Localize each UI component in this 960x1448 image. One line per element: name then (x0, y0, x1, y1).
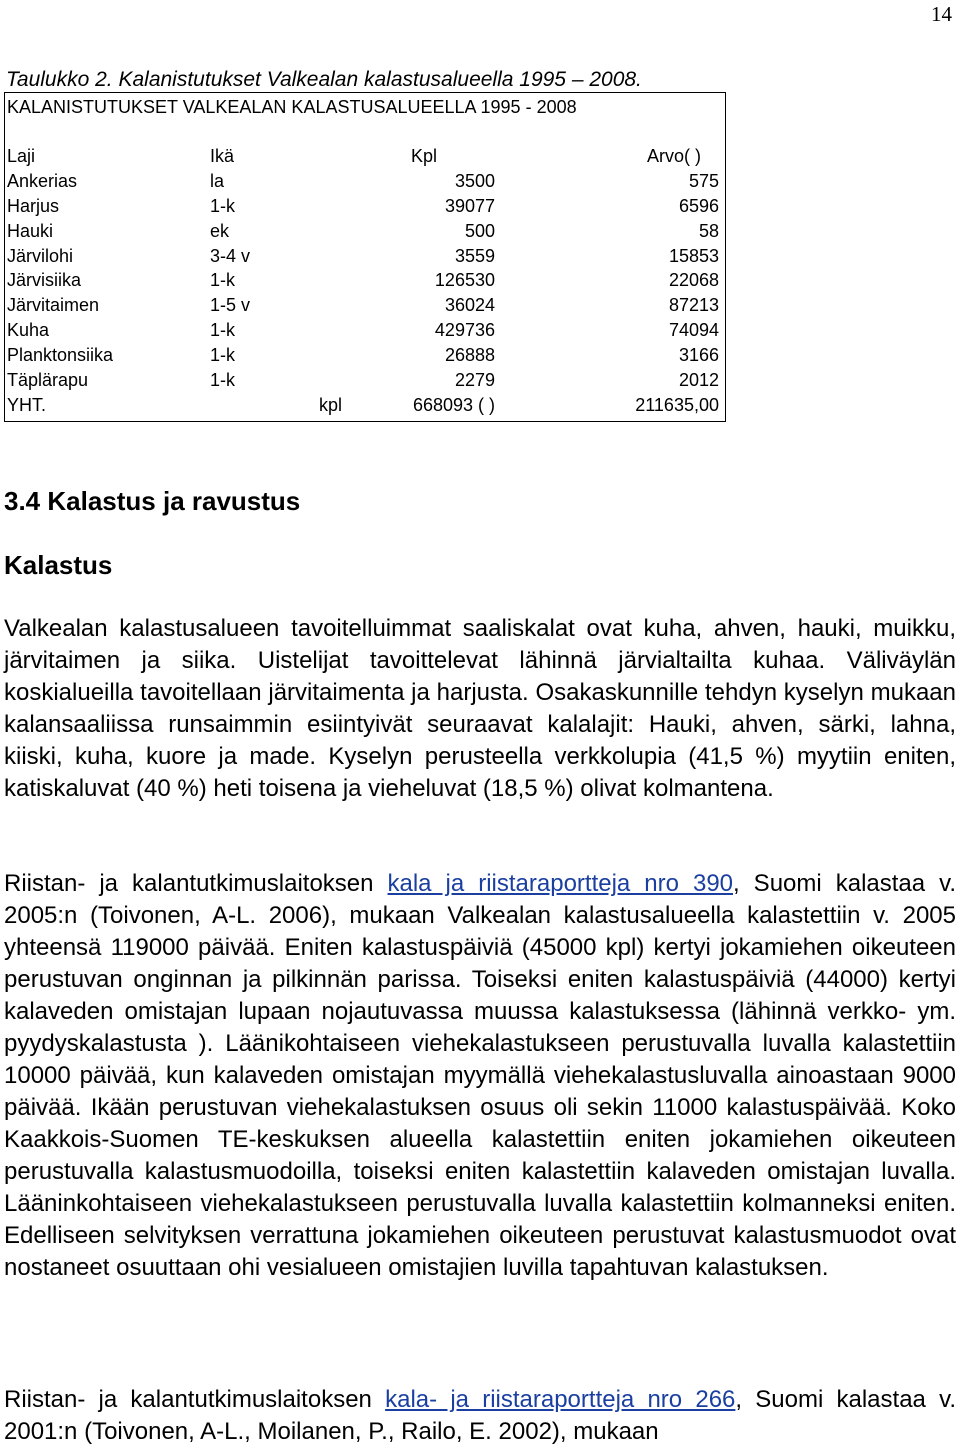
header-arvo: Arvo( ) (647, 146, 701, 166)
cell-ika: ek (210, 220, 230, 241)
cell-laji: Kuha (7, 320, 50, 341)
table-row (5, 318, 727, 343)
cell-ika: 3-4 v (210, 245, 251, 266)
cell-kpl: 126530 (434, 270, 495, 291)
header-ika: Ikä (210, 146, 235, 166)
cell-laji: Järvisiika (7, 270, 82, 291)
cell-kpl: 3559 (454, 245, 495, 266)
cell-ika: 1-k (210, 345, 236, 366)
cell-kpl: 500 (464, 220, 495, 241)
cell-ika: la (210, 170, 225, 191)
cell-kpl: 429736 (434, 320, 495, 341)
cell-laji: Järvitaimen (7, 295, 100, 316)
table-row (5, 194, 727, 219)
cell-ika: 1-k (210, 370, 236, 391)
cell-kpl: 36024 (444, 295, 495, 316)
table-row (5, 368, 727, 393)
paragraph-text: , Suomi kalastaa v. 2005:n (Toivonen, A-L. 2006), mukaan Valkealan kalastusalueella kalastettiin v. 2005 yhteensä 119000 päivää. Eniten kalastuspäiviä (45000 kpl) kertyi jokamiehen oikeuteen perustuvan onginnan ja pilkinnän parissa. Toiseksi eniten kalastuspäiviä (44000) kertyi kalaveden omistajan lupaan nojautuvassa muussa kalastuksessa (lähinnä verkko- ym. pyydyskalastusta ). Läänikohtaiseen viehekalastukseen perustuvalla luvalla kalastettiin 10000 päivää, kun kalaveden omistajan myymällä viehekalastusluvalla ainoastaan 9000 päivää. Ikään perustuvan viehekalastuksen osuus oli sekin 11000 kalastuspäivää. Koko Kaakkois-Suomen TE-keskuksen alueella kalastettiin eniten jokamiehen oikeuteen perustuvalla kalastusmuodoilla, toiseksi eniten kalastettiin kalaveden omistajan luvalla. Lääninkohtaiseen viehekalastukseen perustuvalla luvalla kalastettiin kolmanneksi eniten. Edelliseen selvityksen verrattuna jokamiehen oikeuteen perustuvat kalastusmuodot ovat nostaneet osuuttaan ohi vesialueen omistajien luvilla tapahtuvan kalastuksen. (4, 870, 956, 1281)
cell-laji: Järvilohi (7, 245, 74, 266)
table-row (5, 219, 727, 244)
cell-kpl: 3500 (454, 170, 495, 191)
cell-laji: Ankerias (7, 170, 78, 191)
paragraph-fishing-days-2005 (4, 868, 956, 1284)
table-row (5, 293, 727, 318)
cell-arvo: 74094 (668, 320, 719, 341)
table-row (5, 343, 727, 368)
cell-laji: Planktonsiika (7, 345, 114, 366)
table-body (5, 144, 727, 418)
section-heading: 3.4 Kalastus ja ravustus (4, 486, 301, 516)
cell-kpl: 2279 (454, 370, 495, 391)
cell-arvo: 2012 (678, 370, 719, 391)
stocking-table (4, 92, 726, 422)
report-link-390[interactable]: kala ja riistaraportteja nro 390 (387, 870, 734, 897)
paragraph-text: Riistan- ja kalantutkimuslaitoksen (4, 870, 388, 897)
paragraph-fishing-2001 (4, 1384, 956, 1448)
table-row (5, 169, 727, 194)
paragraph-text: , Suomi kalastaa v. 2001:n (Toivonen, A-L., Moilanen, P., Railo, E. 2002), mukaan (4, 1386, 956, 1445)
table-header-row (5, 144, 727, 169)
cell-laji: Hauki (7, 220, 54, 241)
total-label: YHT. (7, 394, 47, 415)
header-laji: Laji (7, 146, 36, 166)
cell-ika: 1-k (210, 195, 236, 216)
cell-ika: 1-k (210, 320, 236, 341)
table-caption: Taulukko 2. Kalanistutukset Valkealan kalastusalueella 1995 – 2008. (6, 68, 642, 91)
header-kpl: Kpl (410, 146, 437, 166)
table-row (5, 268, 727, 293)
total-arvo: 211635,00 (635, 394, 719, 415)
cell-arvo: 575 (688, 170, 719, 191)
report-link-266[interactable]: kala- ja riistaraportteja nro 266 (385, 1386, 736, 1413)
cell-laji: Täplärapu (7, 370, 89, 391)
cell-arvo: 6596 (678, 195, 719, 216)
table-row (5, 244, 727, 269)
total-unit: kpl (319, 394, 343, 415)
cell-arvo: 87213 (668, 295, 719, 316)
cell-arvo: 3166 (678, 345, 719, 366)
cell-arvo: 58 (698, 220, 719, 241)
table-title: KALANISTUTUKSET VALKEALAN KALASTUSALUEELLA 1995 - 2008 (7, 97, 577, 117)
cell-ika: 1-k (210, 270, 236, 291)
page-number: 14 (931, 2, 952, 26)
cell-kpl: 26888 (444, 345, 495, 366)
paragraph-text: Riistan- ja kalantutkimuslaitoksen (4, 1386, 386, 1413)
cell-arvo: 15853 (668, 245, 719, 266)
subheading: Kalastus (4, 550, 113, 580)
cell-kpl: 39077 (444, 195, 495, 216)
table-total-row (5, 393, 727, 418)
paragraph-fishing-targets: Valkealan kalastusalueen tavoitelluimmat saaliskalat ovat kuha, ahven, hauki, muikku, järvitaimen ja siika. Uistelijat tavoittelevat lähinnä järvialtailta kuhaa. Väliväylän koskialueilla tavoitellaan järvitaimenta ja harjusta. Osakaskunnille tehdyn kyselyn mukaan kalansaaliissa runsaimmin esiintyivät seuraavat kalalajit: Hauki, ahven, särki, lahna, kiiski, kuha, kuore ja made. Kyselyn perusteella verkkolupia (41,5 %) myytiin eniten, katiskaluvat (40 %) heti toisena ja vieheluvat (18,5 %) olivat kolmantena. (4, 615, 956, 802)
cell-ika: 1-5 v (210, 295, 251, 316)
total-kpl: 668093 ( ) (412, 394, 495, 415)
cell-arvo: 22068 (668, 270, 719, 291)
cell-laji: Harjus (7, 195, 60, 216)
